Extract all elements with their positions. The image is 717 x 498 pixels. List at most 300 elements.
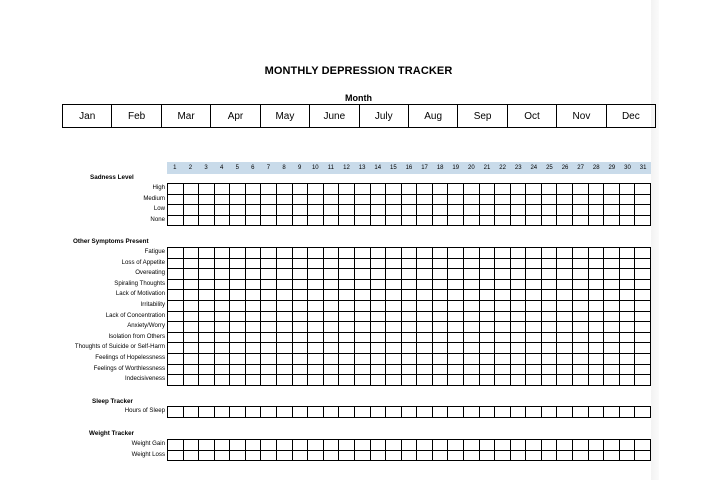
tracker-cell[interactable] — [168, 215, 184, 226]
tracker-cell[interactable] — [588, 375, 604, 386]
tracker-cell[interactable] — [635, 300, 651, 311]
tracker-cell[interactable] — [573, 300, 589, 311]
tracker-cell[interactable] — [526, 215, 542, 226]
tracker-cell[interactable] — [199, 248, 215, 259]
tracker-cell[interactable] — [604, 450, 620, 461]
tracker-cell[interactable] — [479, 215, 495, 226]
tracker-cell[interactable] — [635, 353, 651, 364]
tracker-cell[interactable] — [323, 450, 339, 461]
tracker-cell[interactable] — [245, 364, 261, 375]
tracker-cell[interactable] — [230, 343, 246, 354]
tracker-cell[interactable] — [308, 375, 324, 386]
tracker-cell[interactable] — [510, 194, 526, 205]
tracker-cell[interactable] — [479, 258, 495, 269]
tracker-cell[interactable] — [417, 407, 433, 418]
tracker-cell[interactable] — [432, 269, 448, 280]
tracker-cell[interactable] — [479, 322, 495, 333]
tracker-cell[interactable] — [604, 269, 620, 280]
tracker-cell[interactable] — [401, 332, 417, 343]
tracker-cell[interactable] — [245, 215, 261, 226]
tracker-cell[interactable] — [588, 205, 604, 216]
tracker-cell[interactable] — [635, 290, 651, 301]
tracker-cell[interactable] — [323, 353, 339, 364]
tracker-cell[interactable] — [230, 300, 246, 311]
tracker-cell[interactable] — [214, 205, 230, 216]
tracker-cell[interactable] — [401, 375, 417, 386]
tracker-cell[interactable] — [619, 450, 635, 461]
tracker-cell[interactable] — [557, 440, 573, 451]
tracker-cell[interactable] — [463, 184, 479, 195]
tracker-cell[interactable] — [354, 311, 370, 322]
tracker-cell[interactable] — [230, 205, 246, 216]
tracker-cell[interactable] — [619, 364, 635, 375]
tracker-cell[interactable] — [277, 440, 293, 451]
tracker-cell[interactable] — [479, 343, 495, 354]
tracker-cell[interactable] — [401, 290, 417, 301]
tracker-cell[interactable] — [541, 279, 557, 290]
tracker-cell[interactable] — [604, 279, 620, 290]
tracker-cell[interactable] — [308, 332, 324, 343]
tracker-cell[interactable] — [386, 450, 402, 461]
tracker-cell[interactable] — [573, 194, 589, 205]
tracker-cell[interactable] — [261, 343, 277, 354]
tracker-cell[interactable] — [495, 311, 511, 322]
tracker-cell[interactable] — [245, 322, 261, 333]
tracker-cell[interactable] — [604, 194, 620, 205]
tracker-cell[interactable] — [526, 290, 542, 301]
tracker-cell[interactable] — [557, 300, 573, 311]
tracker-cell[interactable] — [230, 258, 246, 269]
tracker-cell[interactable] — [386, 311, 402, 322]
tracker-cell[interactable] — [417, 450, 433, 461]
tracker-cell[interactable] — [557, 364, 573, 375]
tracker-cell[interactable] — [573, 279, 589, 290]
tracker-cell[interactable] — [230, 311, 246, 322]
tracker-cell[interactable] — [370, 440, 386, 451]
tracker-cell[interactable] — [339, 248, 355, 259]
tracker-cell[interactable] — [370, 269, 386, 280]
tracker-cell[interactable] — [619, 194, 635, 205]
tracker-cell[interactable] — [463, 450, 479, 461]
tracker-cell[interactable] — [261, 375, 277, 386]
tracker-cell[interactable] — [573, 440, 589, 451]
tracker-cell[interactable] — [245, 205, 261, 216]
tracker-cell[interactable] — [370, 375, 386, 386]
tracker-cell[interactable] — [510, 279, 526, 290]
tracker-cell[interactable] — [277, 194, 293, 205]
tracker-cell[interactable] — [183, 375, 199, 386]
tracker-cell[interactable] — [604, 364, 620, 375]
tracker-cell[interactable] — [573, 375, 589, 386]
tracker-cell[interactable] — [323, 311, 339, 322]
tracker-cell[interactable] — [588, 332, 604, 343]
tracker-cell[interactable] — [401, 258, 417, 269]
tracker-cell[interactable] — [417, 332, 433, 343]
tracker-cell[interactable] — [370, 205, 386, 216]
tracker-cell[interactable] — [635, 279, 651, 290]
tracker-cell[interactable] — [261, 194, 277, 205]
tracker-cell[interactable] — [635, 205, 651, 216]
tracker-cell[interactable] — [588, 322, 604, 333]
tracker-cell[interactable] — [214, 258, 230, 269]
tracker-cell[interactable] — [401, 311, 417, 322]
tracker-cell[interactable] — [401, 279, 417, 290]
tracker-cell[interactable] — [526, 332, 542, 343]
tracker-cell[interactable] — [573, 184, 589, 195]
tracker-cell[interactable] — [401, 300, 417, 311]
month-cell-may[interactable]: May — [261, 105, 310, 127]
tracker-cell[interactable] — [230, 407, 246, 418]
tracker-cell[interactable] — [619, 440, 635, 451]
tracker-cell[interactable] — [230, 269, 246, 280]
tracker-cell[interactable] — [573, 353, 589, 364]
tracker-cell[interactable] — [323, 332, 339, 343]
tracker-cell[interactable] — [432, 205, 448, 216]
month-cell-july[interactable]: July — [360, 105, 409, 127]
tracker-cell[interactable] — [214, 290, 230, 301]
tracker-cell[interactable] — [292, 215, 308, 226]
tracker-cell[interactable] — [619, 290, 635, 301]
tracker-cell[interactable] — [448, 343, 464, 354]
tracker-cell[interactable] — [557, 205, 573, 216]
tracker-cell[interactable] — [292, 248, 308, 259]
tracker-cell[interactable] — [495, 300, 511, 311]
tracker-cell[interactable] — [604, 322, 620, 333]
tracker-cell[interactable] — [495, 290, 511, 301]
tracker-cell[interactable] — [526, 353, 542, 364]
tracker-cell[interactable] — [245, 279, 261, 290]
tracker-cell[interactable] — [557, 248, 573, 259]
tracker-cell[interactable] — [417, 290, 433, 301]
tracker-cell[interactable] — [323, 322, 339, 333]
tracker-cell[interactable] — [604, 205, 620, 216]
tracker-cell[interactable] — [541, 364, 557, 375]
tracker-cell[interactable] — [308, 194, 324, 205]
tracker-cell[interactable] — [541, 450, 557, 461]
tracker-cell[interactable] — [292, 364, 308, 375]
tracker-cell[interactable] — [526, 184, 542, 195]
tracker-cell[interactable] — [510, 248, 526, 259]
tracker-cell[interactable] — [386, 332, 402, 343]
tracker-cell[interactable] — [526, 440, 542, 451]
tracker-cell[interactable] — [261, 311, 277, 322]
tracker-cell[interactable] — [230, 215, 246, 226]
tracker-cell[interactable] — [588, 311, 604, 322]
tracker-cell[interactable] — [495, 343, 511, 354]
tracker-cell[interactable] — [401, 205, 417, 216]
tracker-cell[interactable] — [214, 248, 230, 259]
tracker-cell[interactable] — [448, 375, 464, 386]
tracker-cell[interactable] — [183, 322, 199, 333]
tracker-cell[interactable] — [199, 440, 215, 451]
tracker-cell[interactable] — [370, 322, 386, 333]
tracker-cell[interactable] — [417, 215, 433, 226]
tracker-cell[interactable] — [261, 450, 277, 461]
tracker-cell[interactable] — [386, 258, 402, 269]
tracker-cell[interactable] — [168, 450, 184, 461]
tracker-cell[interactable] — [339, 353, 355, 364]
tracker-cell[interactable] — [214, 279, 230, 290]
tracker-cell[interactable] — [245, 194, 261, 205]
tracker-cell[interactable] — [479, 450, 495, 461]
tracker-cell[interactable] — [261, 258, 277, 269]
tracker-cell[interactable] — [463, 364, 479, 375]
tracker-cell[interactable] — [526, 322, 542, 333]
tracker-cell[interactable] — [448, 353, 464, 364]
tracker-cell[interactable] — [448, 407, 464, 418]
tracker-cell[interactable] — [463, 375, 479, 386]
tracker-cell[interactable] — [308, 440, 324, 451]
tracker-cell[interactable] — [245, 353, 261, 364]
tracker-cell[interactable] — [292, 311, 308, 322]
tracker-cell[interactable] — [199, 364, 215, 375]
tracker-cell[interactable] — [463, 258, 479, 269]
tracker-cell[interactable] — [323, 364, 339, 375]
tracker-cell[interactable] — [308, 205, 324, 216]
tracker-cell[interactable] — [557, 269, 573, 280]
tracker-cell[interactable] — [588, 407, 604, 418]
tracker-cell[interactable] — [308, 311, 324, 322]
tracker-cell[interactable] — [479, 279, 495, 290]
tracker-cell[interactable] — [635, 194, 651, 205]
tracker-cell[interactable] — [619, 407, 635, 418]
tracker-cell[interactable] — [354, 269, 370, 280]
tracker-cell[interactable] — [463, 248, 479, 259]
tracker-cell[interactable] — [339, 407, 355, 418]
tracker-cell[interactable] — [588, 194, 604, 205]
tracker-cell[interactable] — [261, 300, 277, 311]
tracker-cell[interactable] — [541, 353, 557, 364]
tracker-cell[interactable] — [510, 364, 526, 375]
tracker-cell[interactable] — [214, 450, 230, 461]
tracker-cell[interactable] — [463, 343, 479, 354]
tracker-cell[interactable] — [354, 279, 370, 290]
tracker-cell[interactable] — [635, 450, 651, 461]
tracker-cell[interactable] — [448, 279, 464, 290]
tracker-cell[interactable] — [588, 343, 604, 354]
tracker-cell[interactable] — [183, 215, 199, 226]
tracker-cell[interactable] — [168, 300, 184, 311]
tracker-cell[interactable] — [604, 407, 620, 418]
tracker-cell[interactable] — [401, 322, 417, 333]
tracker-cell[interactable] — [386, 269, 402, 280]
tracker-cell[interactable] — [541, 440, 557, 451]
tracker-cell[interactable] — [308, 279, 324, 290]
tracker-cell[interactable] — [339, 258, 355, 269]
tracker-cell[interactable] — [417, 440, 433, 451]
tracker-cell[interactable] — [370, 407, 386, 418]
tracker-cell[interactable] — [308, 450, 324, 461]
tracker-cell[interactable] — [386, 353, 402, 364]
tracker-cell[interactable] — [541, 184, 557, 195]
tracker-cell[interactable] — [370, 353, 386, 364]
tracker-cell[interactable] — [230, 248, 246, 259]
tracker-cell[interactable] — [292, 184, 308, 195]
tracker-cell[interactable] — [261, 205, 277, 216]
tracker-cell[interactable] — [526, 311, 542, 322]
tracker-cell[interactable] — [214, 407, 230, 418]
tracker-cell[interactable] — [370, 184, 386, 195]
tracker-cell[interactable] — [386, 440, 402, 451]
tracker-cell[interactable] — [417, 300, 433, 311]
tracker-cell[interactable] — [261, 407, 277, 418]
tracker-cell[interactable] — [308, 364, 324, 375]
tracker-cell[interactable] — [199, 194, 215, 205]
tracker-cell[interactable] — [214, 194, 230, 205]
tracker-cell[interactable] — [417, 258, 433, 269]
tracker-cell[interactable] — [292, 407, 308, 418]
tracker-cell[interactable] — [183, 258, 199, 269]
tracker-cell[interactable] — [432, 248, 448, 259]
tracker-cell[interactable] — [354, 353, 370, 364]
tracker-cell[interactable] — [230, 450, 246, 461]
tracker-cell[interactable] — [417, 311, 433, 322]
tracker-cell[interactable] — [230, 194, 246, 205]
tracker-cell[interactable] — [386, 322, 402, 333]
tracker-cell[interactable] — [432, 364, 448, 375]
tracker-cell[interactable] — [292, 269, 308, 280]
tracker-cell[interactable] — [292, 343, 308, 354]
tracker-cell[interactable] — [463, 440, 479, 451]
tracker-cell[interactable] — [168, 332, 184, 343]
tracker-cell[interactable] — [183, 290, 199, 301]
tracker-cell[interactable] — [619, 279, 635, 290]
tracker-cell[interactable] — [510, 353, 526, 364]
tracker-cell[interactable] — [479, 290, 495, 301]
tracker-cell[interactable] — [495, 440, 511, 451]
tracker-cell[interactable] — [604, 332, 620, 343]
tracker-cell[interactable] — [245, 269, 261, 280]
tracker-cell[interactable] — [230, 364, 246, 375]
tracker-cell[interactable] — [417, 322, 433, 333]
tracker-cell[interactable] — [432, 450, 448, 461]
tracker-cell[interactable] — [308, 353, 324, 364]
tracker-cell[interactable] — [588, 269, 604, 280]
tracker-cell[interactable] — [199, 322, 215, 333]
tracker-cell[interactable] — [292, 332, 308, 343]
tracker-cell[interactable] — [479, 184, 495, 195]
tracker-cell[interactable] — [168, 258, 184, 269]
tracker-cell[interactable] — [479, 194, 495, 205]
tracker-cell[interactable] — [557, 375, 573, 386]
tracker-cell[interactable] — [432, 332, 448, 343]
tracker-cell[interactable] — [214, 322, 230, 333]
tracker-cell[interactable] — [292, 440, 308, 451]
tracker-cell[interactable] — [448, 364, 464, 375]
tracker-cell[interactable] — [463, 215, 479, 226]
tracker-cell[interactable] — [557, 279, 573, 290]
tracker-cell[interactable] — [463, 194, 479, 205]
tracker-cell[interactable] — [432, 353, 448, 364]
tracker-cell[interactable] — [277, 311, 293, 322]
tracker-cell[interactable] — [277, 300, 293, 311]
tracker-cell[interactable] — [619, 311, 635, 322]
tracker-cell[interactable] — [417, 248, 433, 259]
tracker-cell[interactable] — [261, 332, 277, 343]
tracker-cell[interactable] — [448, 194, 464, 205]
tracker-cell[interactable] — [354, 343, 370, 354]
tracker-cell[interactable] — [417, 205, 433, 216]
tracker-cell[interactable] — [573, 407, 589, 418]
tracker-cell[interactable] — [308, 343, 324, 354]
tracker-cell[interactable] — [199, 300, 215, 311]
tracker-cell[interactable] — [557, 450, 573, 461]
tracker-cell[interactable] — [401, 343, 417, 354]
tracker-cell[interactable] — [183, 353, 199, 364]
tracker-cell[interactable] — [495, 332, 511, 343]
tracker-cell[interactable] — [261, 353, 277, 364]
tracker-cell[interactable] — [417, 375, 433, 386]
tracker-cell[interactable] — [401, 407, 417, 418]
tracker-cell[interactable] — [541, 375, 557, 386]
tracker-cell[interactable] — [292, 258, 308, 269]
tracker-cell[interactable] — [370, 290, 386, 301]
tracker-cell[interactable] — [510, 311, 526, 322]
tracker-cell[interactable] — [495, 215, 511, 226]
tracker-cell[interactable] — [386, 407, 402, 418]
tracker-cell[interactable] — [463, 332, 479, 343]
tracker-cell[interactable] — [230, 279, 246, 290]
tracker-cell[interactable] — [479, 311, 495, 322]
tracker-cell[interactable] — [245, 407, 261, 418]
tracker-cell[interactable] — [448, 300, 464, 311]
tracker-cell[interactable] — [463, 205, 479, 216]
tracker-cell[interactable] — [495, 184, 511, 195]
tracker-cell[interactable] — [339, 364, 355, 375]
tracker-cell[interactable] — [635, 440, 651, 451]
tracker-cell[interactable] — [448, 332, 464, 343]
tracker-cell[interactable] — [214, 215, 230, 226]
tracker-cell[interactable] — [370, 300, 386, 311]
tracker-cell[interactable] — [619, 353, 635, 364]
month-cell-apr[interactable]: Apr — [211, 105, 260, 127]
tracker-cell[interactable] — [619, 300, 635, 311]
tracker-cell[interactable] — [495, 407, 511, 418]
tracker-cell[interactable] — [541, 205, 557, 216]
tracker-cell[interactable] — [199, 205, 215, 216]
tracker-cell[interactable] — [386, 194, 402, 205]
tracker-cell[interactable] — [323, 440, 339, 451]
tracker-cell[interactable] — [557, 258, 573, 269]
tracker-cell[interactable] — [619, 258, 635, 269]
tracker-cell[interactable] — [308, 269, 324, 280]
tracker-cell[interactable] — [354, 440, 370, 451]
tracker-cell[interactable] — [588, 353, 604, 364]
tracker-cell[interactable] — [199, 450, 215, 461]
tracker-cell[interactable] — [495, 248, 511, 259]
tracker-cell[interactable] — [292, 300, 308, 311]
tracker-cell[interactable] — [183, 248, 199, 259]
tracker-cell[interactable] — [230, 375, 246, 386]
tracker-cell[interactable] — [510, 407, 526, 418]
tracker-cell[interactable] — [214, 332, 230, 343]
tracker-cell[interactable] — [526, 375, 542, 386]
tracker-cell[interactable] — [573, 364, 589, 375]
tracker-cell[interactable] — [573, 322, 589, 333]
month-cell-feb[interactable]: Feb — [112, 105, 161, 127]
tracker-cell[interactable] — [261, 248, 277, 259]
tracker-cell[interactable] — [448, 290, 464, 301]
tracker-cell[interactable] — [323, 194, 339, 205]
tracker-cell[interactable] — [463, 269, 479, 280]
tracker-cell[interactable] — [557, 311, 573, 322]
tracker-cell[interactable] — [588, 300, 604, 311]
tracker-cell[interactable] — [526, 343, 542, 354]
tracker-cell[interactable] — [463, 300, 479, 311]
tracker-cell[interactable] — [308, 215, 324, 226]
tracker-cell[interactable] — [432, 322, 448, 333]
tracker-cell[interactable] — [277, 332, 293, 343]
